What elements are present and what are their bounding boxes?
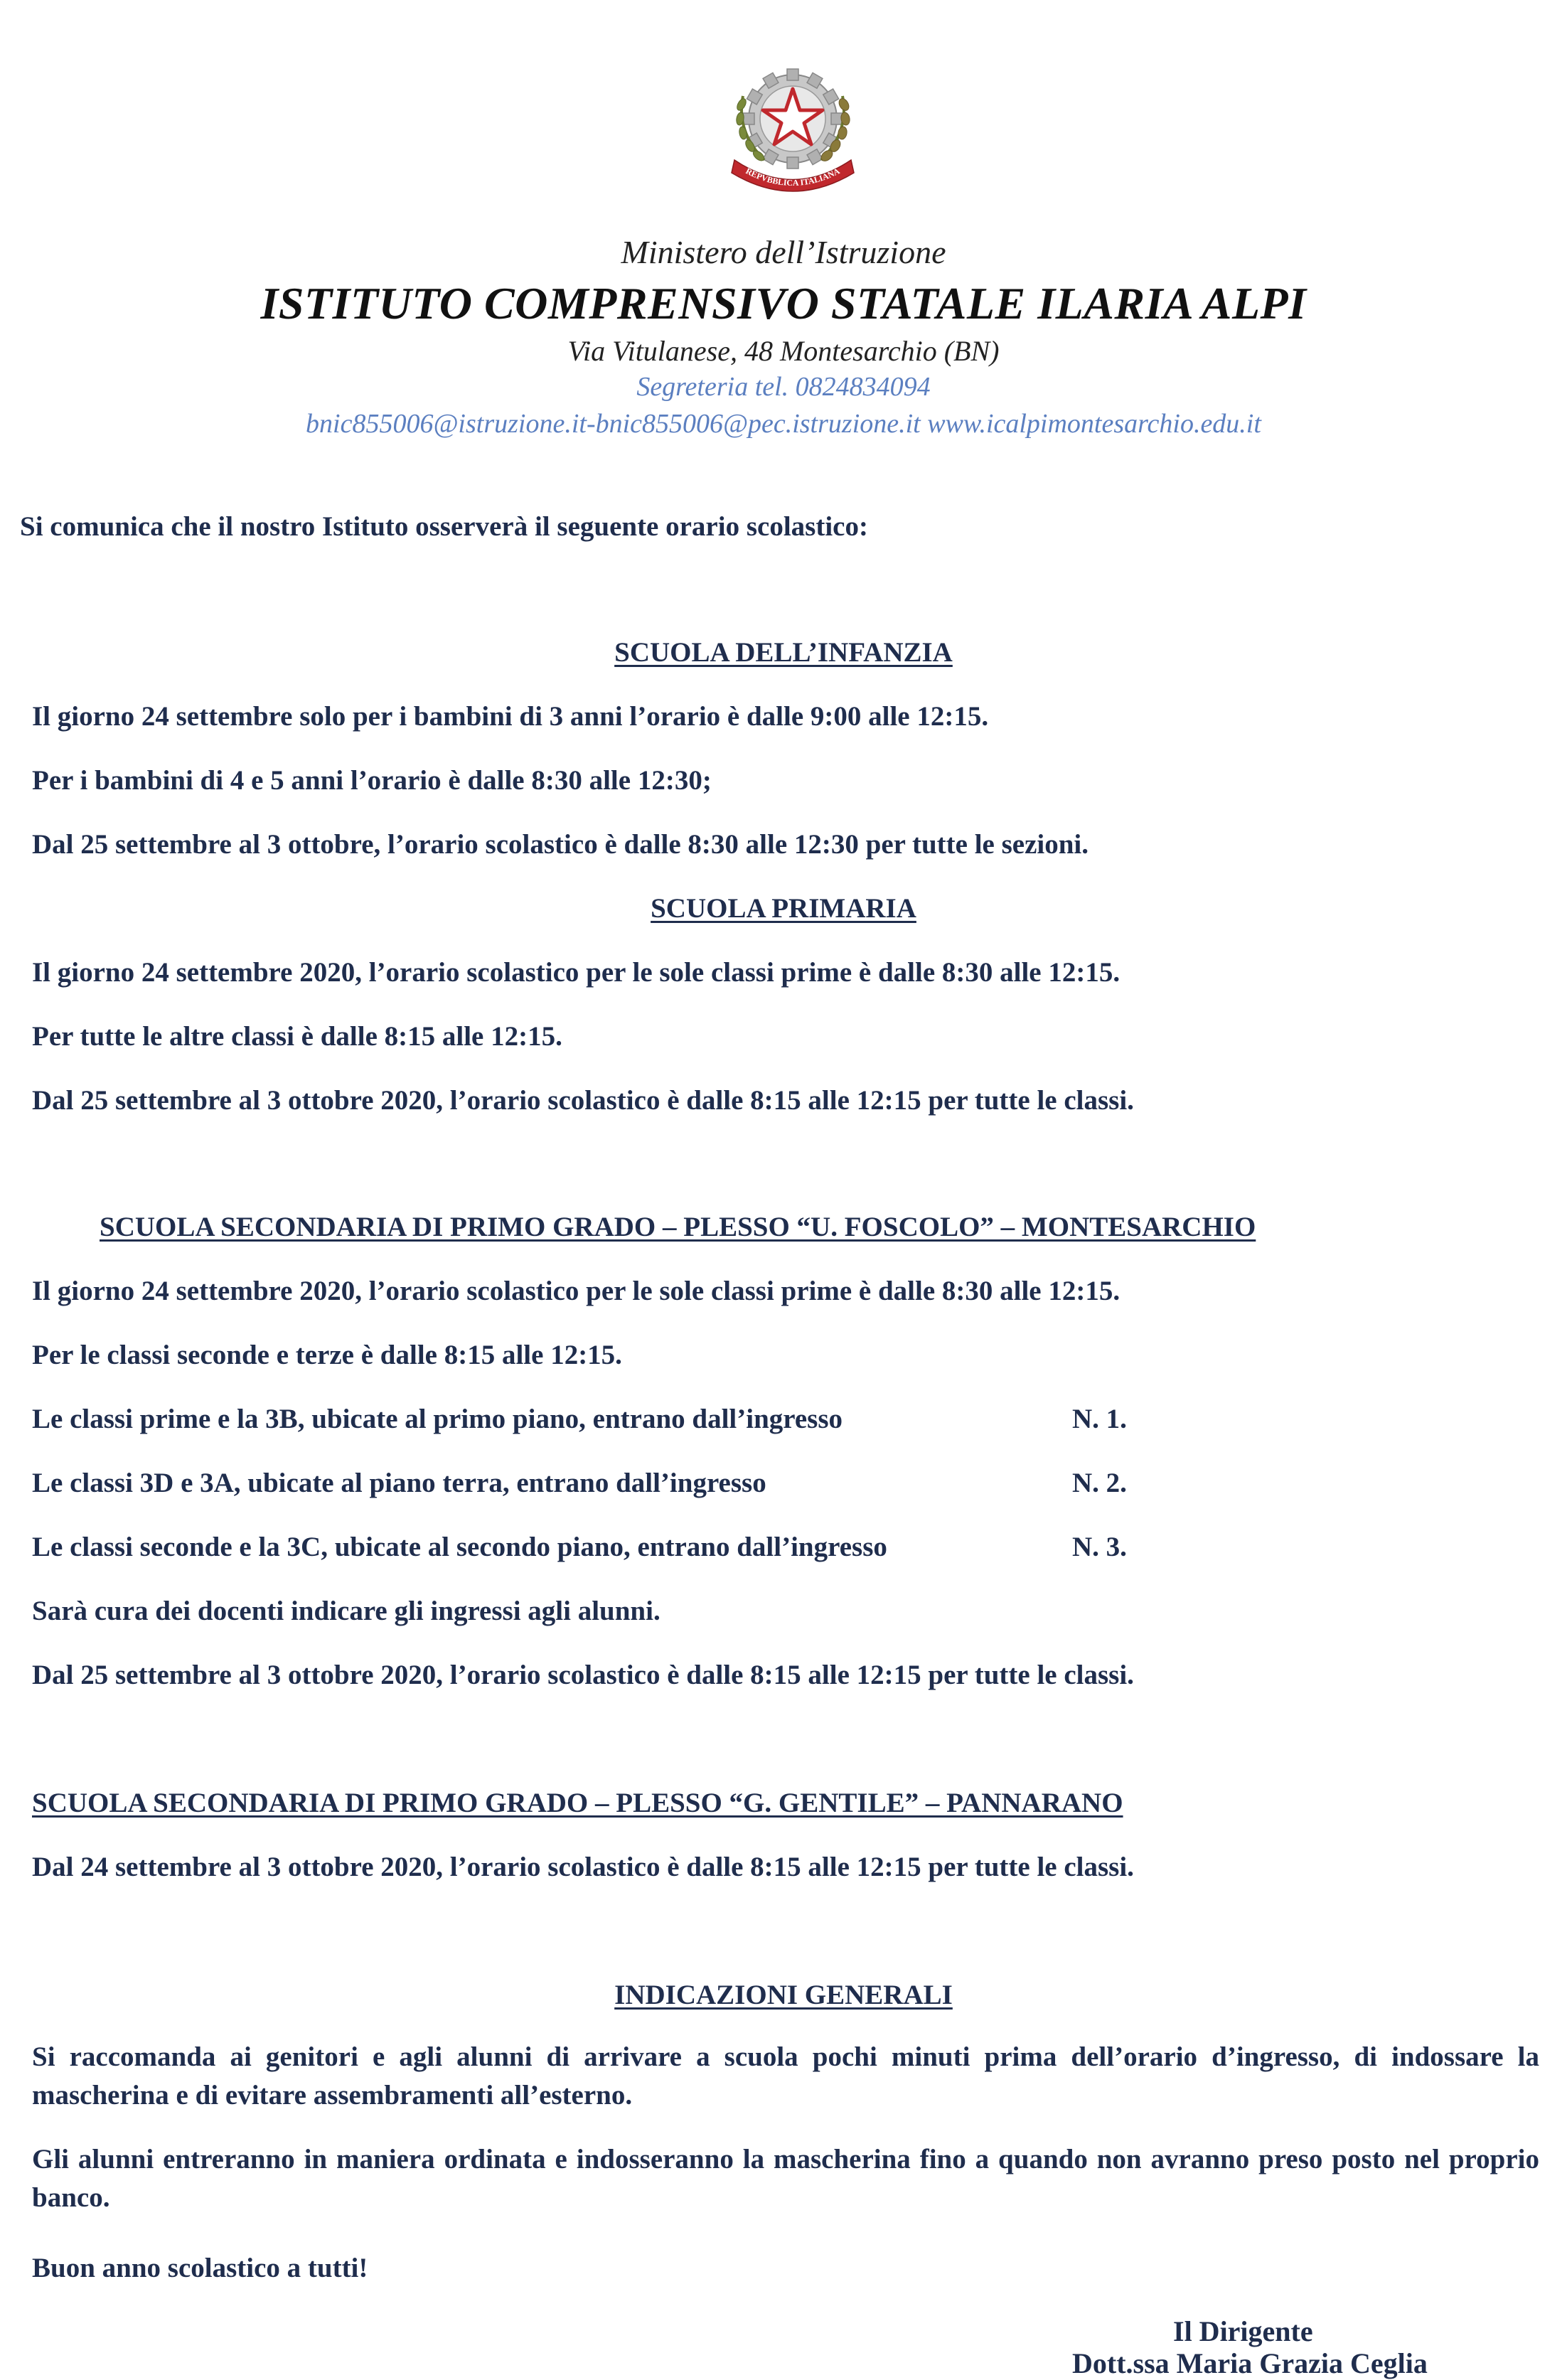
heading-infanzia: SCUOLA DELL’INFANZIA bbox=[614, 637, 953, 668]
primaria-line: Per tutte le altre classi è dalle 8:15 alle 12:15. bbox=[32, 1021, 562, 1052]
entrance-text: Le classi 3D e 3A, ubicate al piano terra, entrano dall’ingresso bbox=[32, 1468, 766, 1498]
heading-gentile: SCUOLA SECONDARIA DI PRIMO GRADO – PLESSO “G. GENTILE” – PANNARANO bbox=[32, 1788, 1123, 1818]
office-phone: Segreteria tel. 0824834094 bbox=[636, 372, 931, 402]
generali-paragraph: Gli alunni entreranno in maniera ordinata e indosseranno la mascherina fino a quando non avranno preso posto nel proprio banco. bbox=[32, 2144, 1539, 2213]
gentile-line: Dal 24 settembre al 3 ottobre 2020, l’orario scolastico è dalle 8:15 alle 12:15 per tutte le classi. bbox=[32, 1852, 1134, 1882]
entrance-text: Le classi prime e la 3B, ubicate al primo piano, entrano dall’ingresso bbox=[32, 1404, 843, 1434]
foscolo-line: Dal 25 settembre al 3 ottobre 2020, l’orario scolastico è dalle 8:15 alle 12:15 per tutte le classi. bbox=[32, 1660, 1134, 1690]
signature-role: Il Dirigente bbox=[1173, 2315, 1313, 2347]
heading-primaria: SCUOLA PRIMARIA bbox=[651, 893, 916, 924]
signature-name: Dott.ssa Maria Grazia Ceglia bbox=[1072, 2347, 1428, 2379]
school-address: Via Vitulanese, 48 Montesarchio (BN) bbox=[567, 335, 1000, 367]
infanzia-line: Dal 25 settembre al 3 ottobre, l’orario scolastico è dalle 8:30 alle 12:30 per tutte le sezioni. bbox=[32, 829, 1089, 860]
foscolo-line: Il giorno 24 settembre 2020, l’orario scolastico per le sole classi prime è dalle 8:30 alle 12:15. bbox=[32, 1276, 1121, 1306]
entrance-text: Le classi seconde e la 3C, ubicate al secondo piano, entrano dall’ingresso bbox=[32, 1532, 887, 1562]
heading-foscolo: SCUOLA SECONDARIA DI PRIMO GRADO – PLESSO “U. FOSCOLO” – MONTESARCHIO bbox=[100, 1212, 1256, 1242]
entrance-number: N. 1. bbox=[1072, 1404, 1127, 1434]
contact-emails[interactable]: bnic855006@istruzione.it-bnic855006@pec.istruzione.it www.icalpimontesarchio.edu.it bbox=[306, 409, 1261, 439]
ministry-name: Ministero dell’Istruzione bbox=[621, 234, 946, 270]
foscolo-line: Sarà cura dei docenti indicare gli ingressi agli alunni. bbox=[32, 1596, 661, 1626]
entrance-row bbox=[32, 1531, 887, 1563]
primaria-line: Il giorno 24 settembre 2020, l’orario scolastico per le sole classi prime è dalle 8:30 alle 12:15. bbox=[32, 957, 1121, 988]
entrance-row bbox=[32, 1403, 843, 1435]
foscolo-line: Per le classi seconde e terze è dalle 8:15 alle 12:15. bbox=[32, 1340, 622, 1370]
closing-greeting: Buon anno scolastico a tutti! bbox=[32, 2253, 368, 2283]
school-name: ISTITUTO COMPRENSIVO STATALE ILARIA ALPI bbox=[260, 278, 1307, 329]
heading-generali: INDICAZIONI GENERALI bbox=[614, 1980, 953, 2010]
primaria-line: Dal 25 settembre al 3 ottobre 2020, l’orario scolastico è dalle 8:15 alle 12:15 per tutte le classi. bbox=[32, 1085, 1134, 1116]
entrance-row bbox=[32, 1467, 766, 1499]
emblem-ribbon-text: REPVBBLICA ITALIANA bbox=[744, 166, 842, 188]
infanzia-line: Per i bambini di 4 e 5 anni l’orario è dalle 8:30 alle 12:30; bbox=[32, 765, 712, 796]
italian-republic-emblem bbox=[715, 53, 871, 196]
generali-paragraph: Si raccomanda ai genitori e agli alunni di arrivare a scuola pochi minuti prima dell’orario d’ingresso, di indossare la mascherina e di evitare assembramenti all’esterno. bbox=[32, 2042, 1539, 2110]
infanzia-line: Il giorno 24 settembre solo per i bambini di 3 anni l’orario è dalle 9:00 alle 12:15. bbox=[32, 701, 989, 732]
entrance-number: N. 3. bbox=[1072, 1532, 1127, 1562]
intro-text: Si comunica che il nostro Istituto osserverà il seguente orario scolastico: bbox=[20, 511, 868, 542]
entrance-number: N. 2. bbox=[1072, 1468, 1127, 1498]
